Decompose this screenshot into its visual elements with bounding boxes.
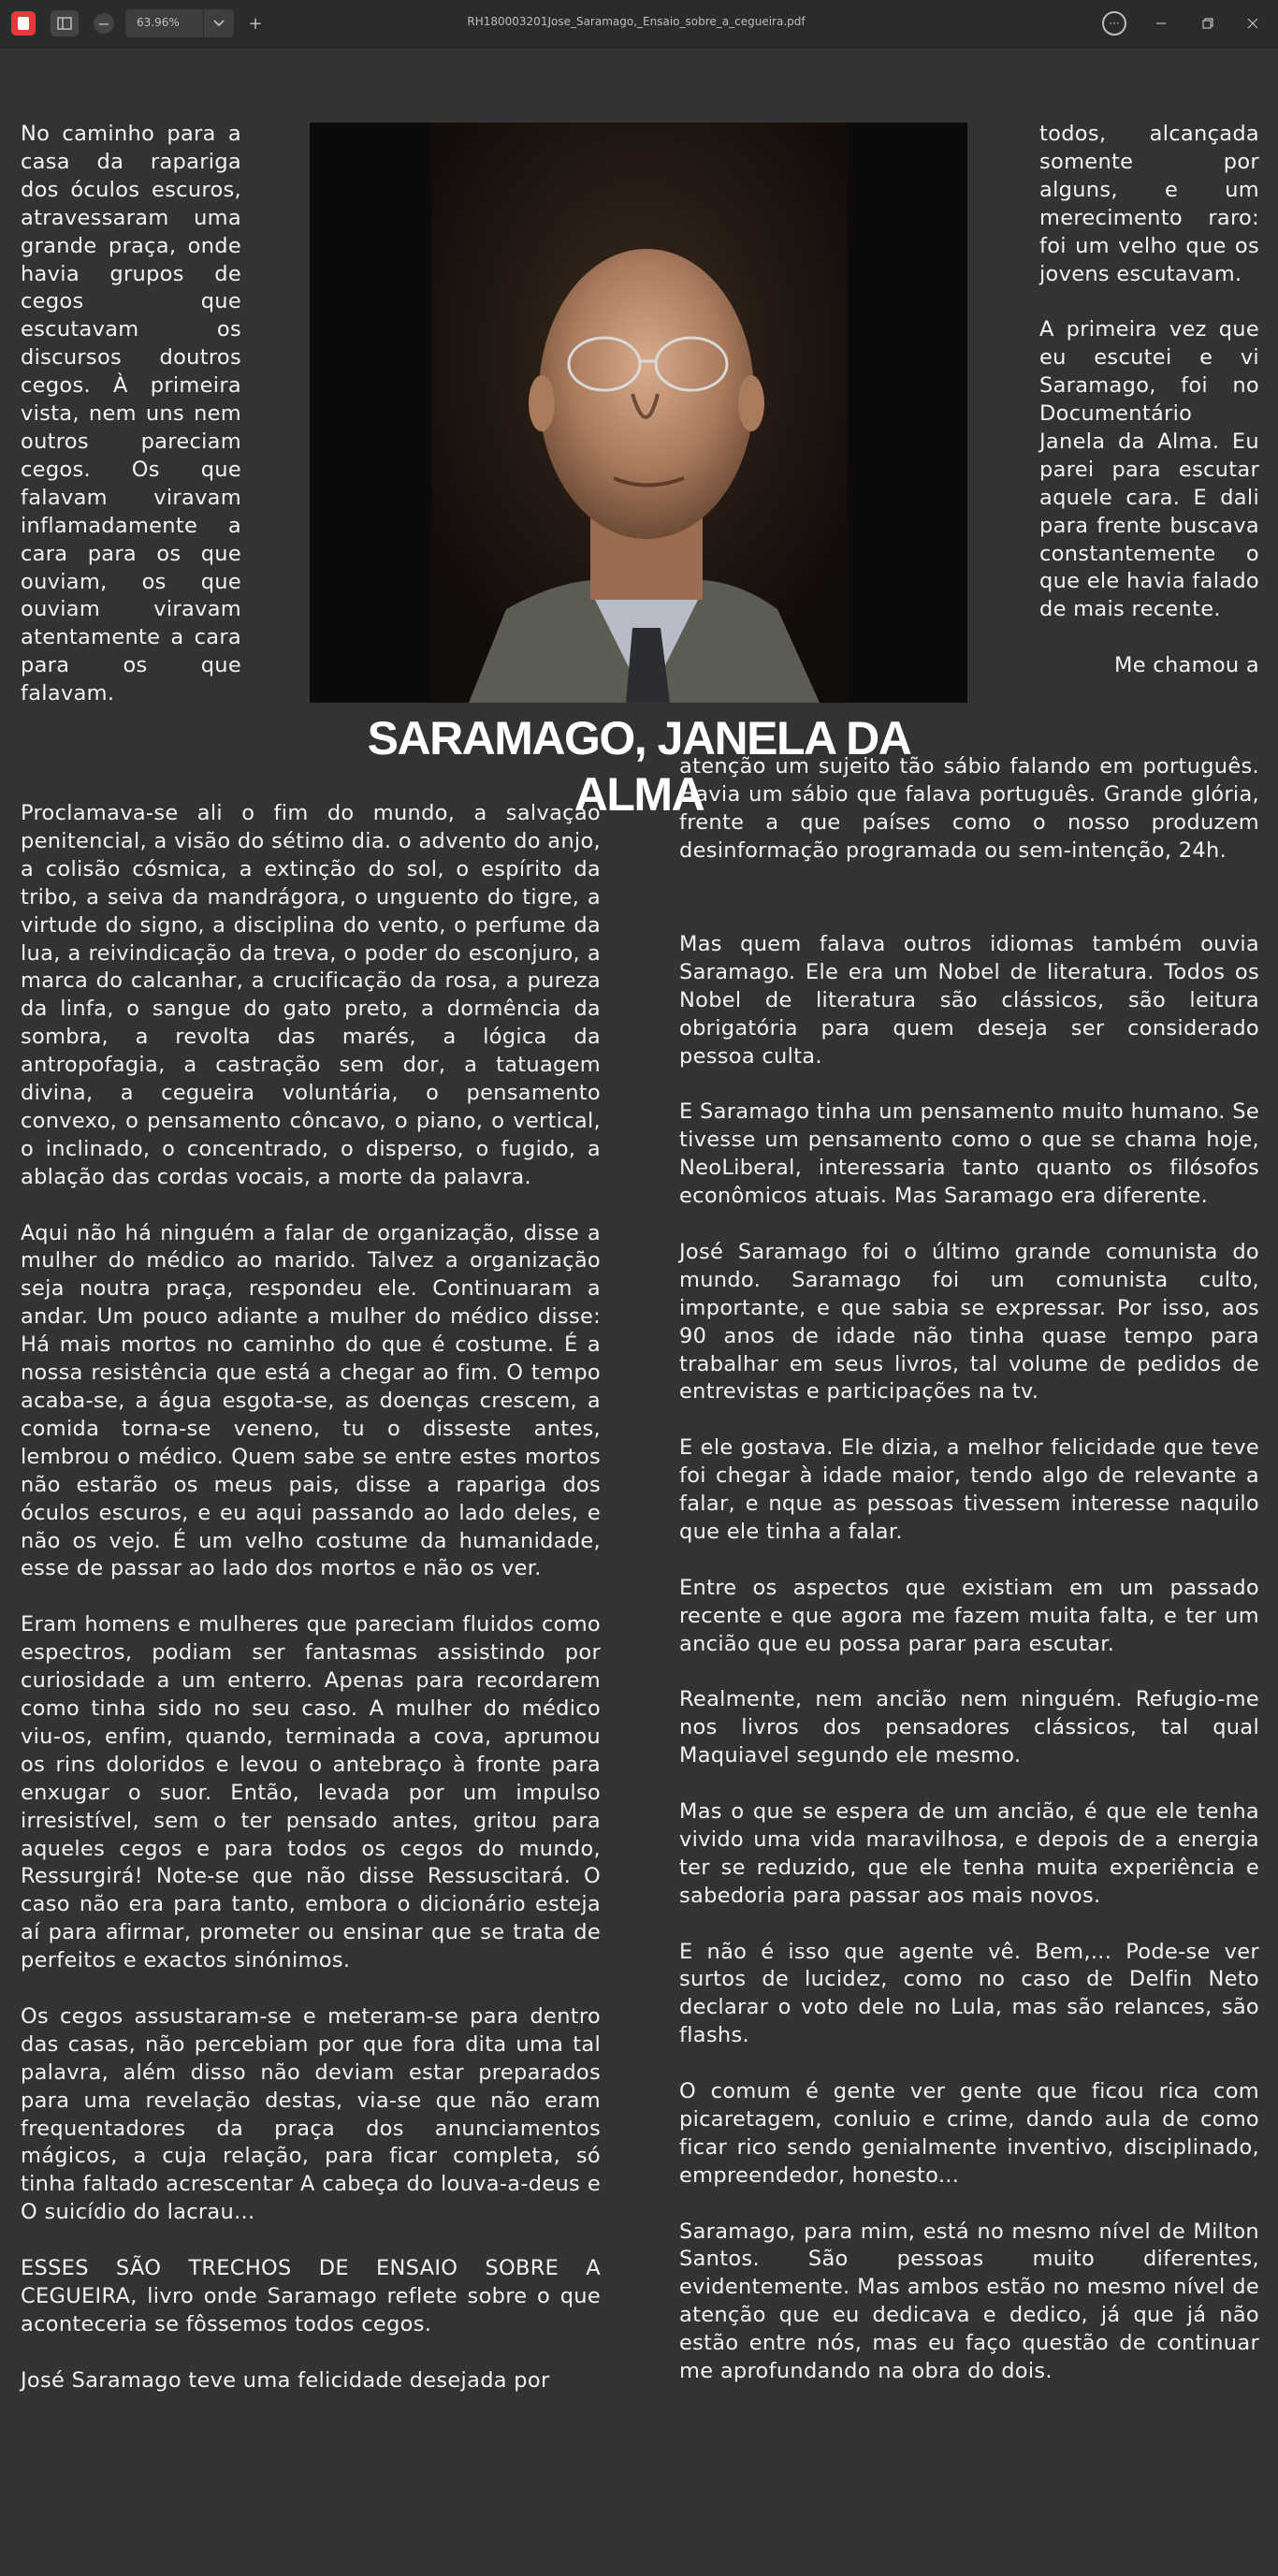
close-button[interactable]: [1241, 11, 1265, 36]
paragraph: A primeira vez que eu escutei e vi Saramago, foi no Documentário Janela da Alma. Eu parei para escutar aquele cara. E dali para frente buscava constantemente o que ele havia falado de mais recente.: [1039, 317, 1259, 622]
paragraph: Realmente, nem ancião nem ninguém. Refugio-me nos livros dos pensadores clássicos, tal qual Maquiavel segundo ele mesmo.: [679, 1687, 1259, 1768]
paragraph: ESSES SÃO TRECHOS DE ENSAIO SOBRE A CEGUEIRA, livro onde Saramago reflete sobre o que aconteceria se fôssemos todos cegos.: [21, 2256, 601, 2336]
paragraph: Mas quem falava outros idiomas também ouvia Saramago. Ele era um Nobel de literatura. Todos os Nobel de literatura são clássicos, são leitura obrigatória para quem deseja ser considerado pessoa culta.: [679, 932, 1259, 1069]
title-bar: [0, 0, 1278, 48]
minimize-icon: [1155, 18, 1167, 29]
sidebar-toggle-button[interactable]: [51, 10, 79, 36]
paragraph-continuation: atenção um sujeito tão sábio falando em português. Havia um sábio que falava português. Grande glória, frente a que países como o nosso produzem desinformação programada ou sem-intenção, 24h.: [679, 754, 1259, 863]
close-icon: [1247, 18, 1258, 29]
body-column-left: [21, 800, 601, 2395]
document-title: RH180003201Jose_Saramago,_Ensaio_sobre_a_cegueira.pdf: [467, 15, 806, 28]
paragraph: E não é isso que agente vê. Bem,... Pode-se ver surtos de lucidez, como no caso de Delfin Neto declarar o voto dele no Lula, mas são relances, são flashs.: [679, 1939, 1259, 2048]
paragraph: Aqui não há ninguém a falar de organização, disse a mulher do médico ao marido. Talvez a organização seja noutra praça, respondeu ele. Continuaram a andar. Um pouco adiante a mulher do médico disse: Há mais mortos no caminho do que é costume. É a nossa resistência que está a chegar ao fim. O tempo acaba-se, a água esgota-se, as doenças crescem, a comida torna-se veneno, tu o disseste antes, lembrou o médico. Quem sabe se entre estes mortos não estarão os meus pais, disse a rapariga dos óculos escuros, e eu aqui passando ao lado deles, e não os vejo. É um velho costume da humanidade, esse de passar ao lado dos mortos e não os ver.: [21, 1220, 601, 1581]
paragraph: José Saramago teve uma felicidade desejada por: [21, 2367, 550, 2393]
plus-icon: +: [248, 13, 263, 34]
paragraph: E ele gostava. Ele dizia, a melhor felicidade que teve foi chegar à idade maior, tendo algo de relevante a falar, e nque as pessoas tivessem interesse naquilo que ele tinha a falar.: [679, 1435, 1259, 1544]
paragraph: Mas o que se espera de um ancião, é que ele tenha vivido uma vida maravilhosa, e depois de a energia ter se reduzido, que ele tenha muita experiência e sabedoria para passar aos mais novos.: [679, 1799, 1259, 1908]
zoom-out-button[interactable]: [94, 13, 114, 34]
paragraph: E Saramago tinha um pensamento muito humano. Se tivesse um pensamento como o que se chama hoje, NeoLiberal, interessaria tanto quanto os filósofos econômicos atuais. Mas Saramago era diferente.: [679, 1099, 1259, 1209]
paragraph: Me chamou a: [1113, 653, 1259, 678]
restore-icon: [1202, 18, 1213, 29]
intro-text-right: [1039, 121, 1259, 680]
paragraph: Os cegos assustaram-se e meteram-se para dentro das casas, não percebiam por que fora dita uma tal palavra, além disso não deviam estar preparados para uma revelação destas, via-se que não eram frequentadores da praça dos anunciamentos mágicos, a cuja relação, para ficar completa, só tinha faltado acrescentar A cabeça do louva-a-deus e O suicídio do lacrau...: [21, 2003, 601, 2225]
pdf-app-icon: [11, 11, 36, 36]
ellipsis-icon: ···: [1109, 17, 1120, 30]
minus-icon: −: [97, 14, 110, 33]
paragraph: José Saramago foi o último grande comunista do mundo. Saramago foi um comunista culto, importante, e que sabia se expressar. Por isso, aos 90 anos de idade não tinha quase tempo para trabalhar em seus livros, tal volume de pedidos de entrevistas e participações na tv.: [679, 1239, 1259, 1404]
paragraph: todos, alcançada somente por alguns, e um merecimento raro: foi um velho que os jovens escutavam.: [1039, 122, 1259, 286]
intro-text-left: [21, 121, 241, 708]
sidebar-icon: [57, 17, 72, 30]
minimize-button[interactable]: [1149, 11, 1173, 36]
paragraph: Entre os aspectos que existiam em um passado recente e que agora me fazem muita falta, e ter um ancião que eu possa parar para escutar.: [679, 1575, 1259, 1656]
article-headline: SARAMAGO, JANELA DA ALMA: [367, 712, 911, 821]
zoom-select[interactable]: [125, 9, 234, 37]
pdf-page: [0, 48, 1278, 2576]
paragraph: Proclamava-se ali o fim do mundo, a salvação penitencial, a visão do sétimo dia. o advento do anjo, a colisão cósmica, a extinção do sol, o espírito da tribo, a seiva da mandrágora, o unguento do tigre, a virtude do signo, a disciplina do vento, o perfume da lua, a reivindicação da treva, o poder do esconjuro, a marca do calcanhar, a crucificação da rosa, a pureza da linfa, o sangue do gato preto, a dormência da sombra, a revolta das marés, a lógica da antropofagia, a castração sem dor, a tatuagem divina, a cegueira voluntária, o pensamento convexo, o pensamento côncavo, o piano, o vertical, o inclinado, o concentrado, o disperso, o fugido, a ablação das cordas vocais, a morte da palavra.: [21, 801, 601, 1189]
body-column-right: [679, 931, 1259, 2386]
portrait-photo: [310, 123, 967, 703]
zoom-value: 63.96%: [137, 16, 180, 29]
paragraph: No caminho para a casa da rapariga dos óculos escuros, atravessaram uma grande praça, onde havia grupos de cegos que escutavam os discursos doutros cegos. À primeira vista, nem uns nem outros pareciam cegos. Os que falavam viravam inflamadamente a cara para os que ouviam, os que ouviam viravam atentamente a cara para os que falavam.: [21, 122, 241, 706]
chevron-down-icon[interactable]: [203, 9, 234, 37]
paragraph: Saramago, para mim, está no mesmo nível de Milton Santos. São pessoas muito diferentes, evidentemente. Mas ambos estão no mesmo nível de atenção que eu dedicava e dedico, já que já não estão entre nós, mas eu faço questão de continuar me aprofundando na obra do dois.: [679, 2219, 1259, 2384]
more-options-button[interactable]: [1102, 11, 1126, 36]
paragraph: O comum é gente ver gente que ficou rica com picaretagem, conluio e crime, dando aula de como ficar rico sendo genialmente inventivo, disciplinado, empreendedor, honesto...: [679, 2079, 1259, 2188]
maximize-button[interactable]: [1196, 11, 1220, 36]
zoom-in-button[interactable]: [245, 13, 266, 34]
paragraph: Eram homens e mulheres que pareciam fluidos como espectros, podiam ser fantasmas assistindo por curiosidade a um enterro. Apenas para recordarem como tinha sido no seu caso. A mulher do médico viu-os, enfim, quando, terminada a cova, aprumou os rins doloridos e levou o antebraço à fronte para enxugar o suor. Então, levada por um impulso irresistível, sem o ter pensado antes, gritou para aqueles cegos e para todos os cegos do mundo, Ressurgirá! Note-se que não disse Ressuscitará. O caso não era para tanto, embora o dicionário esteja aí para afirmar, prometer ou ensinar que se trata de perfeitos e exactos sinónimos.: [21, 1612, 601, 1973]
